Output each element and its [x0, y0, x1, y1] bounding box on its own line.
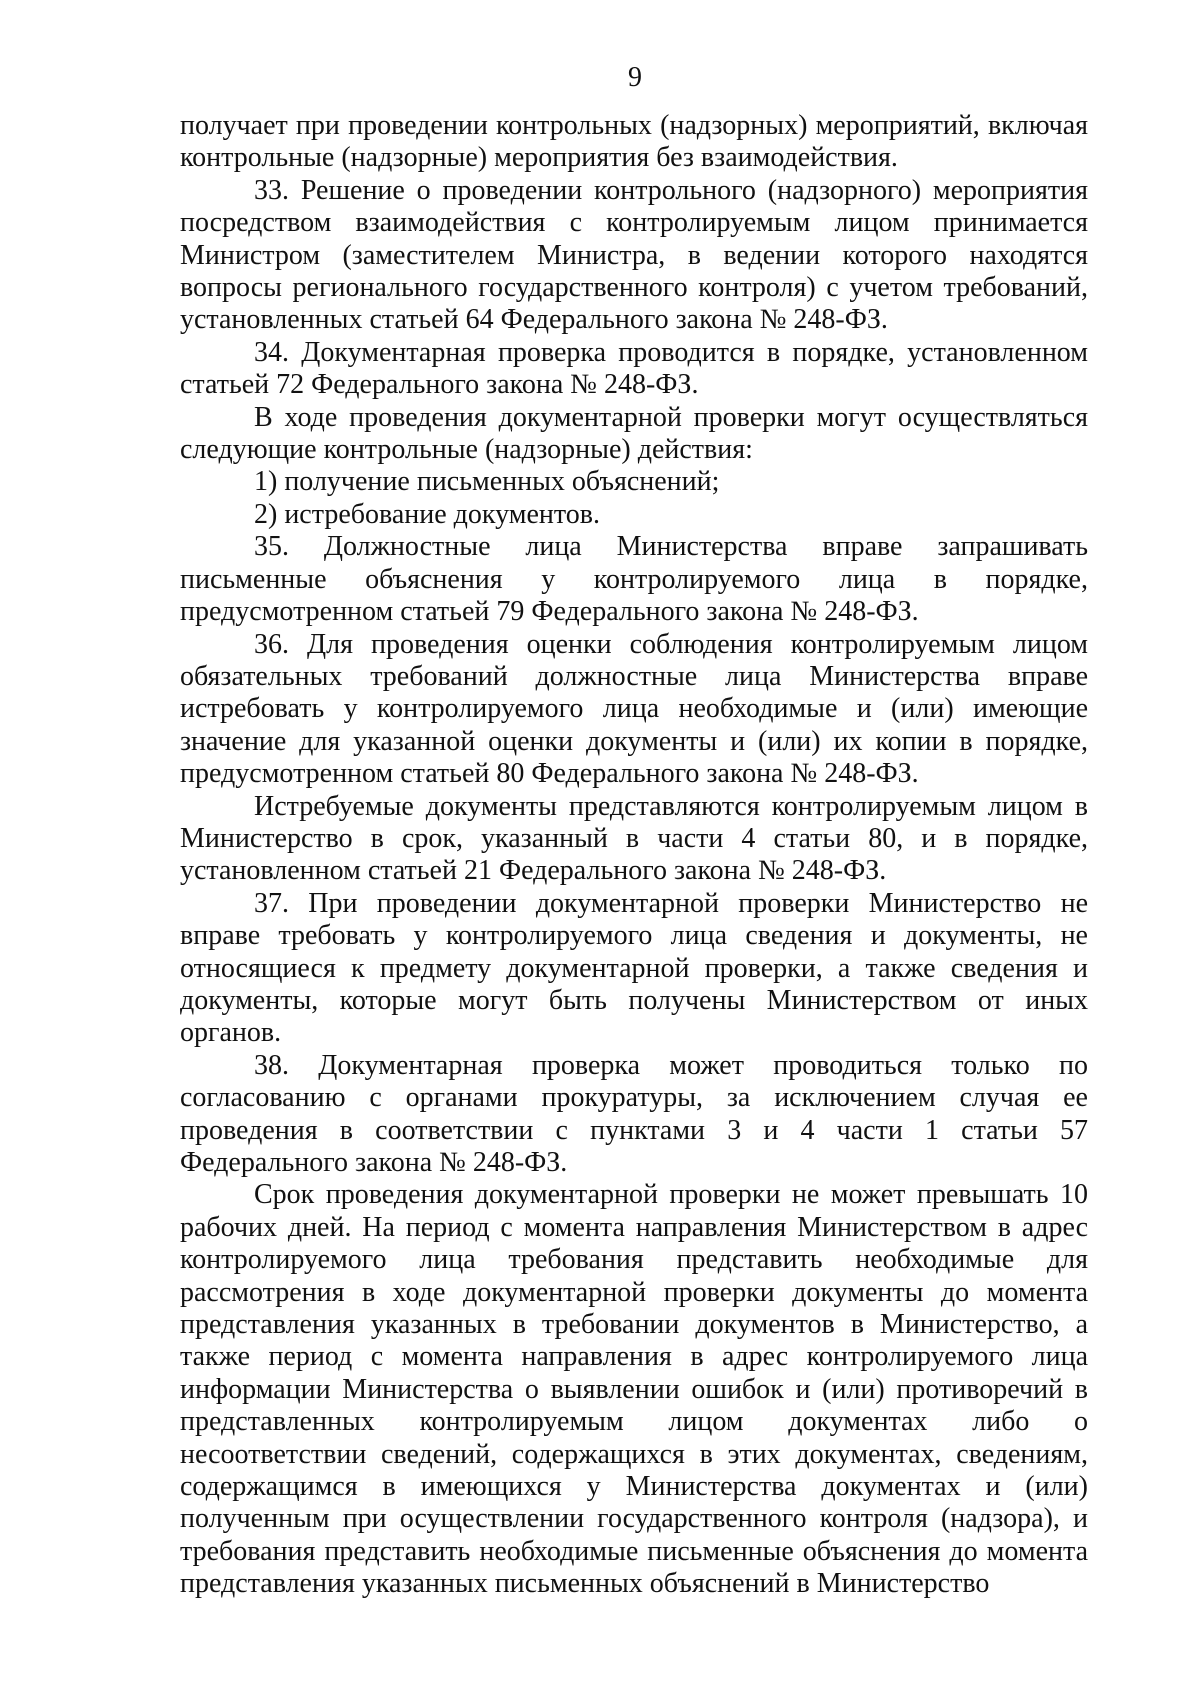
paragraph-inspection-term: Срок проведения документарной проверки не может превышать 10 рабочих дней. На период с момента направления Министерством в адрес контролируемого лица требования представить необходимые для рассмотрения в ходе документарной проверки документы до момента представления указанных в требовании документов в Министерство, а также период с момента направления в адрес контролируемого лица информации Министерства о выявлении ошибок и (или) противоречий в представленных контролируемым лицом документах либо о несоответствии сведений, содержащихся в этих документах, сведениям, содержащимся в имеющихся у Министерства документах и (или) полученным при осуществлении государственного контроля (надзора), и требования представить необходимые письменные объяснения до момента представления указанных письменных объяснений в Министерство	[180, 1179, 1088, 1600]
paragraph-38: 38. Документарная проверка может проводиться только по согласованию с органами прокуратуры, за исключением случая ее проведения в соответствии с пунктами 3 и 4 части 1 статьи 57 Федерального закона № 248-ФЗ.	[180, 1049, 1088, 1178]
list-item-2: 2) истребование документов.	[254, 498, 600, 530]
list-item-1: 1) получение письменных объяснений;	[254, 466, 720, 498]
paragraph-actions-intro: В ходе проведения документарной проверки могут осуществляться следующие контрольные (надзорные) действия:	[180, 401, 1088, 466]
paragraph-35: 35. Должностные лица Министерства вправе запрашивать письменные объяснения у контролируемого лица в порядке, предусмотренном статьей 79 Федерального закона № 248-ФЗ.	[180, 531, 1088, 628]
paragraph-37: 37. При проведении документарной проверки Министерство не вправе требовать у контролируемого лица сведения и документы, не относящиеся к предмету документарной проверки, а также сведения и документы, которые могут быть получены Министерством от иных органов.	[180, 887, 1088, 1049]
paragraph-requested-documents: Истребуемые документы представляются контролируемым лицом в Министерство в срок, указанный в части 4 статьи 80, и в порядке, установленном статьей 21 Федерального закона № 248-ФЗ.	[180, 790, 1088, 887]
paragraph-continuation: получает при проведении контрольных (надзорных) мероприятий, включая контрольные (надзорные) мероприятия без взаимодействия.	[180, 110, 1088, 174]
page-number: 9	[628, 62, 642, 93]
paragraph-34: 34. Документарная проверка проводится в порядке, установленном статьей 72 Федерального закона № 248-ФЗ.	[180, 336, 1088, 401]
paragraph-33: 33. Решение о проведении контрольного (надзорного) мероприятия посредством взаимодействия с контролируемым лицом принимается Министром (заместителем Министра, в ведении которого находятся вопросы регионального государственного контроля) с учетом требований, установленных статьей 64 Федерального закона № 248-ФЗ.	[180, 174, 1088, 336]
document-body	[180, 110, 1088, 1601]
paragraph-36: 36. Для проведения оценки соблюдения контролируемым лицом обязательных требований должностные лица Министерства вправе истребовать у контролируемого лица необходимые и (или) имеющие значение для указанной оценки документы и (или) их копии в порядке, предусмотренном статьей 80 Федерального закона № 248-ФЗ.	[180, 628, 1088, 790]
